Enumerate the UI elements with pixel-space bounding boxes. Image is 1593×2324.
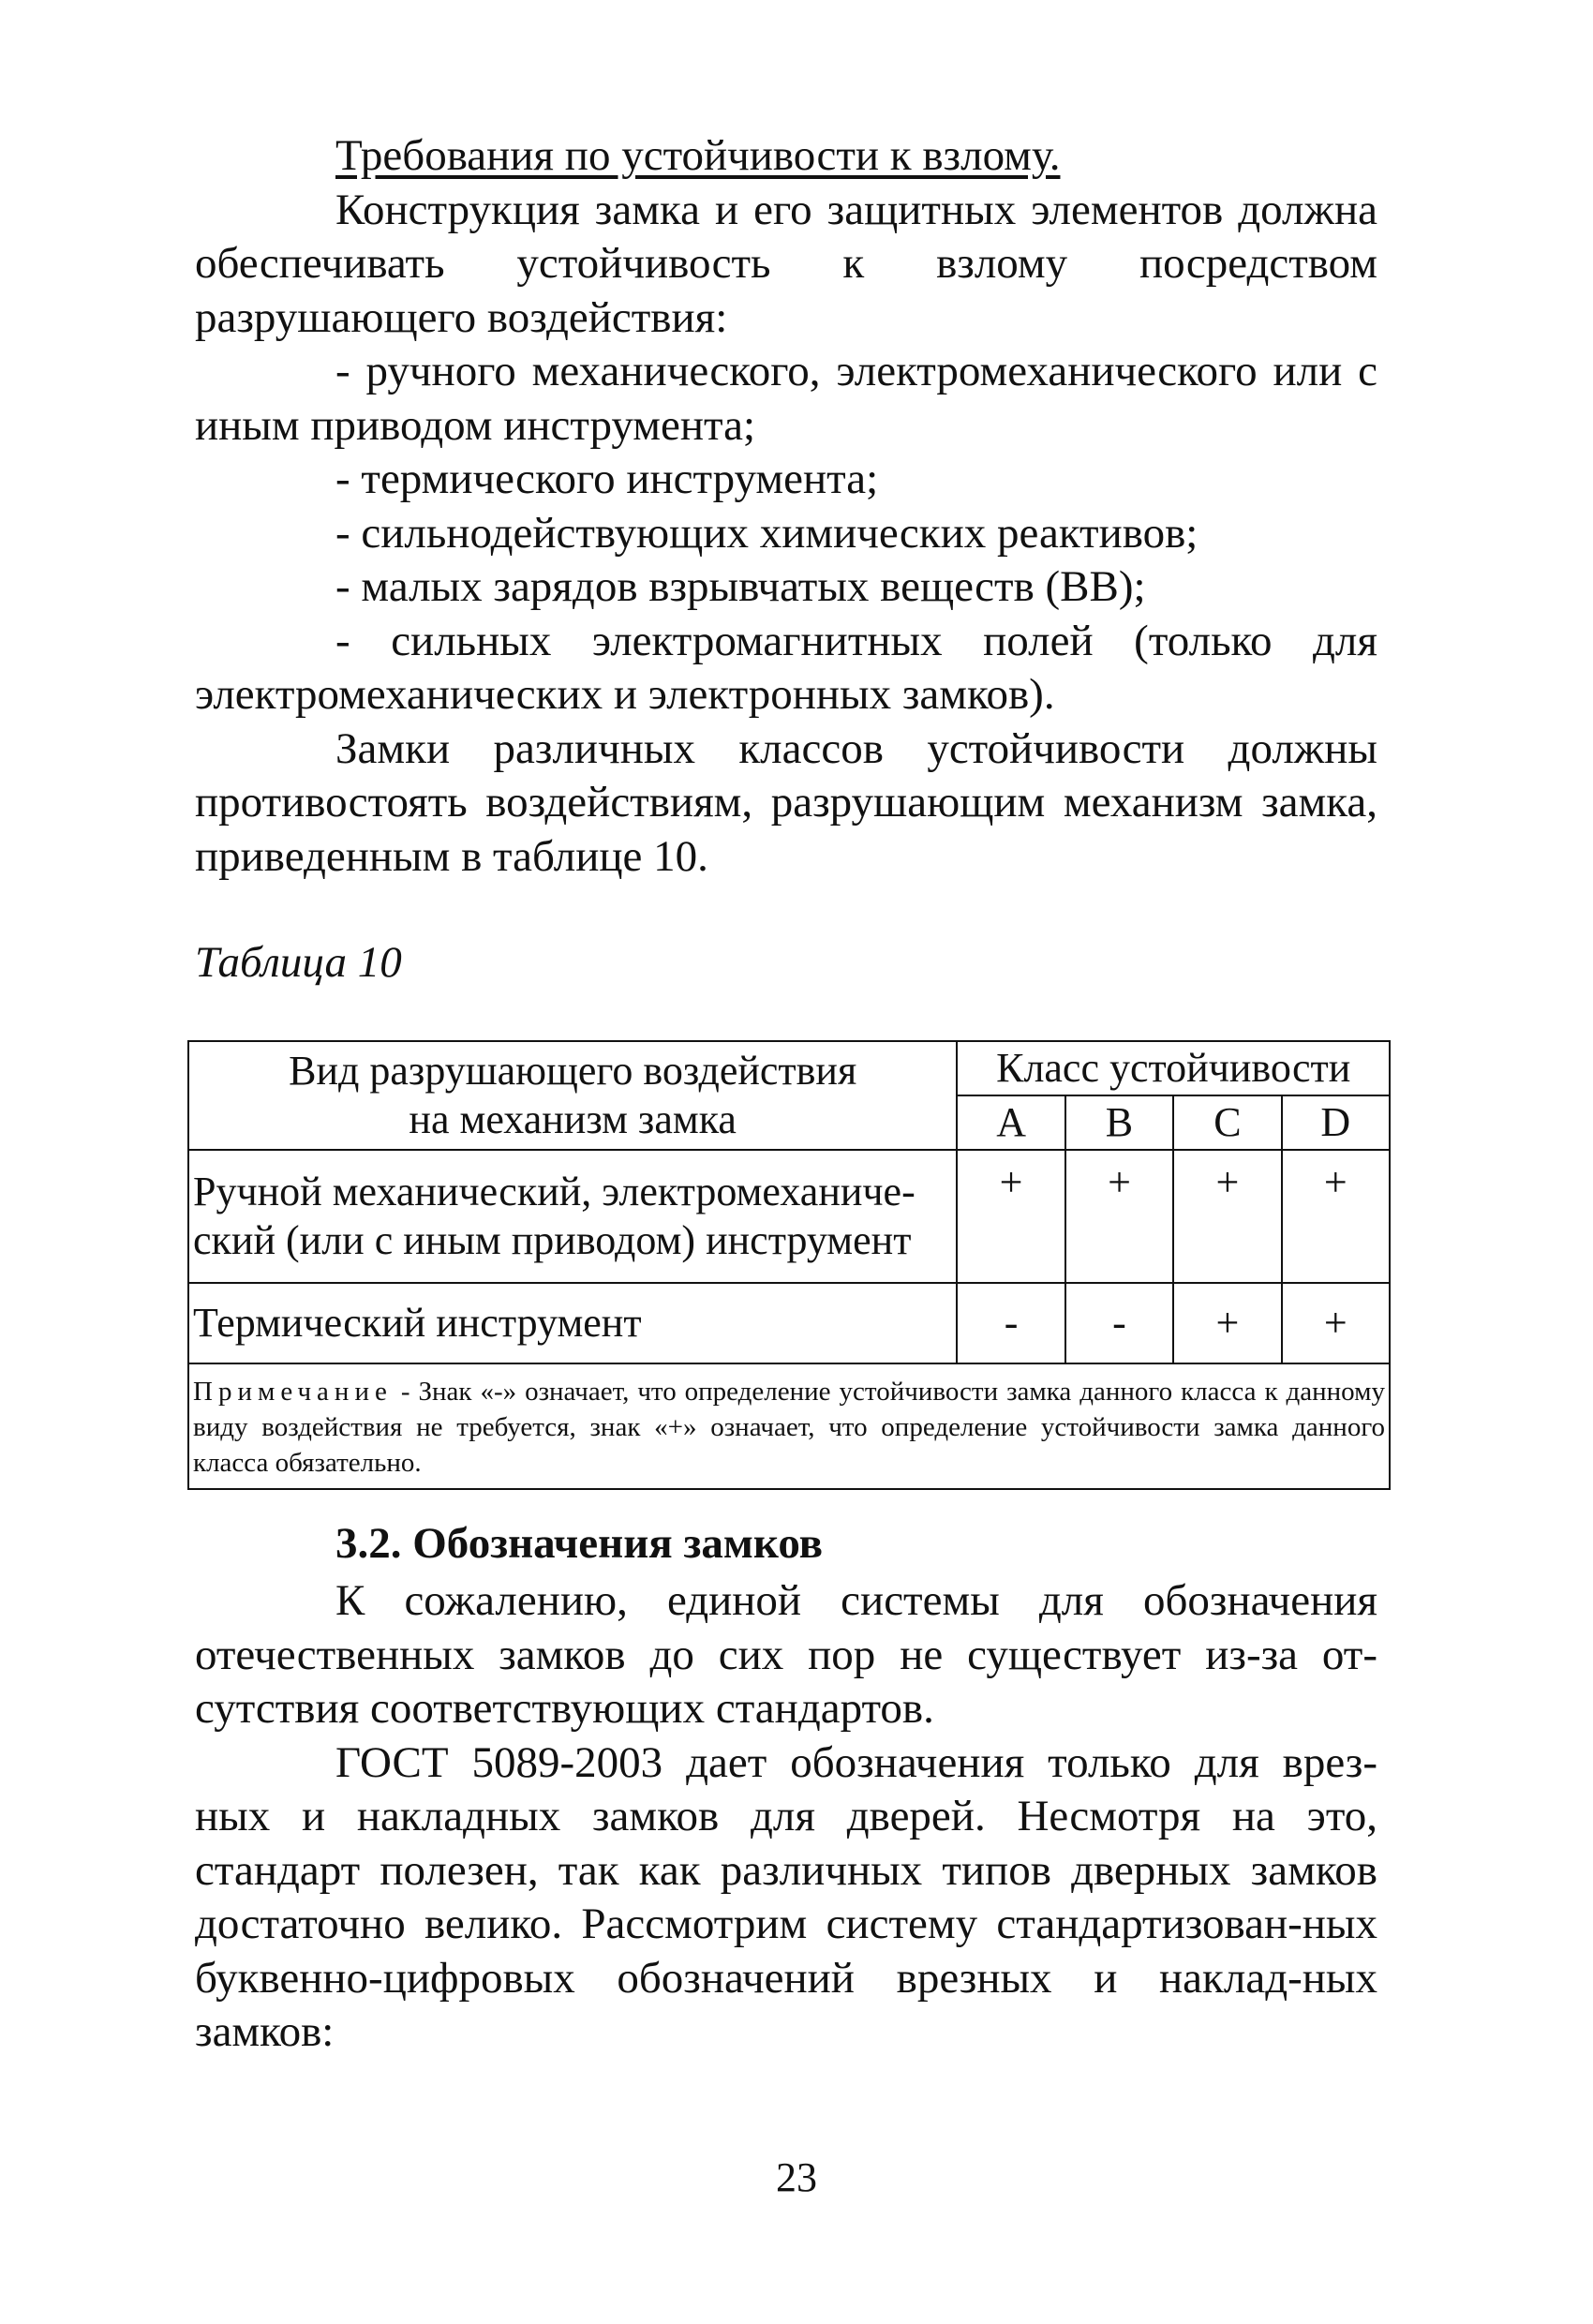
mark-cell: + [957, 1150, 1064, 1283]
note-prefix: Примечание [193, 1377, 393, 1407]
requirements-heading: Требования по устойчивости к взлому. [335, 131, 1061, 180]
header-resistance-class: Класс устойчивости [957, 1041, 1390, 1095]
intro-paragraph: Конструкция замка и его защитных элементов должна обеспечивать устойчивость к взлому посредством разрушающего воздействия: [195, 185, 1377, 342]
table-row [188, 1150, 1390, 1283]
list-item: - сильнодействующих химических реактивов; [335, 508, 1198, 558]
class-d: D [1282, 1095, 1390, 1150]
page-number: 23 [776, 2154, 817, 2200]
header-attack-type-line1: Вид разрушающего воздействия [289, 1048, 857, 1094]
table-note-row [188, 1363, 1390, 1489]
mark-cell: - [957, 1283, 1064, 1363]
list-item: - ручного механического, электромеханического или с иным приводом инструмента; [195, 347, 1377, 450]
mark-cell: + [1173, 1150, 1281, 1283]
row-label-line1: Ручной механический, электромеханиче- [193, 1169, 916, 1214]
section-paragraph-2: ГОСТ 5089-2003 дает обозначения только для врез-ных и накладных замков для дверей. Несмотря на это, стандарт полезен, так как различных типов дверных замков достаточно велико. Рассмотрим систему стандартизован-ных буквенно-цифровых обозначений врезных и наклад-ных замков: [195, 1737, 1377, 2056]
mark-cell: + [1173, 1283, 1281, 1363]
resistance-table [187, 1040, 1391, 1490]
note-text: - Знак «-» означает, что определение устойчивости замка данного класса к данному виду воздействия не требуется, знак «+» означает, что определение устойчивости замка данного класса обязательно. [193, 1377, 1385, 1478]
class-a: A [957, 1095, 1064, 1150]
list-item: - малых зарядов взрывчатых веществ (ВВ); [335, 562, 1146, 611]
section-3-2-body [195, 1574, 1377, 2060]
row-label [188, 1150, 957, 1283]
list-item: - термического инструмента; [335, 454, 879, 503]
table-note [188, 1363, 1390, 1489]
mark-cell: - [1065, 1283, 1173, 1363]
top-section [195, 129, 1377, 884]
table-header-row [188, 1041, 1390, 1095]
class-c: C [1173, 1095, 1281, 1150]
class-b: B [1065, 1095, 1173, 1150]
section-paragraph-1: К сожалению, единой системы для обозначения отечественных замков до сих пор не существует из-за от-сутствия соответствующих стандартов. [195, 1576, 1377, 1733]
table-caption: Таблица 10 [195, 938, 402, 987]
row-label-line2: ский (или с иным приводом) инструмент [193, 1217, 912, 1263]
mark-cell: + [1065, 1150, 1173, 1283]
row-label: Термический инструмент [188, 1283, 957, 1363]
mark-cell: + [1282, 1283, 1390, 1363]
list-item: - сильных электромагнитных полей (только для электромеханических и электронных замков). [195, 616, 1377, 719]
section-heading: 3.2. Обозначения замков [335, 1519, 824, 1568]
header-attack-type [188, 1041, 957, 1150]
header-attack-type-line2: на механизм замка [409, 1096, 737, 1142]
table-row [188, 1283, 1390, 1363]
closing-paragraph: Замки различных классов устойчивости должны противостоять воздействиям, разрушающим механизм замка, приведенным в таблице 10. [195, 723, 1377, 881]
mark-cell: + [1282, 1150, 1390, 1283]
